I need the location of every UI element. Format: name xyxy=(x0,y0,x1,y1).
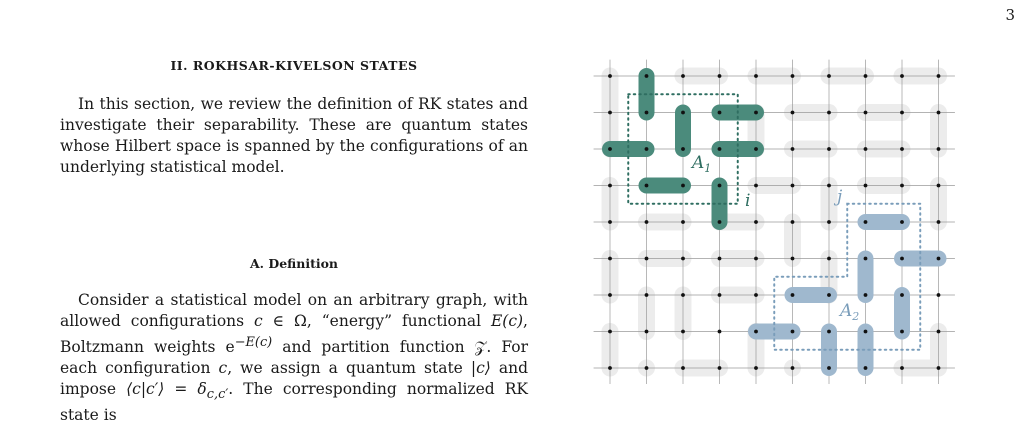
lattice-site xyxy=(645,184,649,188)
lattice-site xyxy=(608,74,612,78)
lattice-site xyxy=(645,147,649,151)
text-run: , we assign a quantum state xyxy=(227,359,471,378)
lattice-site xyxy=(937,220,941,224)
lattice-site xyxy=(937,184,941,188)
lattice-site xyxy=(718,220,722,224)
lattice-site xyxy=(937,147,941,151)
math-ket: |c⟩ xyxy=(470,359,491,378)
section-intro-paragraph: In this section, we review the definition of RK states and investigate their separability. These are quantum states whose Hilbert space is spanned by the configurations of an underlying statistical model. xyxy=(60,95,528,176)
lattice-site xyxy=(718,293,722,297)
math-c: c xyxy=(254,312,263,330)
lattice-site xyxy=(900,184,904,188)
lattice-site xyxy=(900,366,904,370)
lattice-site xyxy=(681,111,685,115)
lattice-site xyxy=(791,147,795,151)
lattice-site xyxy=(900,111,904,115)
dimer-lattice-figure xyxy=(590,54,960,384)
lattice-site xyxy=(864,184,868,188)
page-number: 3 xyxy=(1005,6,1015,24)
text-run: , Boltzmann weights e xyxy=(60,312,528,357)
lattice-site xyxy=(864,74,868,78)
lattice-site xyxy=(681,220,685,224)
lattice-site xyxy=(608,293,612,297)
lattice-site xyxy=(791,330,795,334)
lattice-site xyxy=(864,293,868,297)
lattice-site xyxy=(827,184,831,188)
lattice-site xyxy=(608,330,612,334)
lattice-site xyxy=(645,366,649,370)
lattice-site xyxy=(791,74,795,78)
text-run: . The corresponding normalized RK state is xyxy=(60,380,529,425)
lattice-site xyxy=(645,111,649,115)
lattice-site xyxy=(937,257,941,261)
lattice-site xyxy=(718,330,722,334)
lattice-site xyxy=(827,366,831,370)
lattice-site xyxy=(645,74,649,78)
label-a2: $A_2$ xyxy=(840,301,860,323)
lattice-site xyxy=(864,366,868,370)
lattice-site xyxy=(754,74,758,78)
lattice-site xyxy=(754,220,758,224)
lattice-site xyxy=(827,220,831,224)
lattice-site xyxy=(937,330,941,334)
lattice-site xyxy=(864,147,868,151)
lattice-site xyxy=(864,220,868,224)
lattice-site xyxy=(791,184,795,188)
lattice-site xyxy=(791,111,795,115)
lattice-site xyxy=(718,111,722,115)
lattice-site xyxy=(827,257,831,261)
text-run: Consider a statistical model on an arbitrary graph, with allowed configurations xyxy=(60,291,528,330)
lattice-site xyxy=(718,184,722,188)
lattice-site xyxy=(681,330,685,334)
label-site-i: i xyxy=(745,191,751,211)
label-site-j: j xyxy=(837,187,843,207)
definition-paragraph xyxy=(60,290,528,426)
lattice-site xyxy=(718,147,722,151)
lattice-site xyxy=(791,366,795,370)
lattice-site xyxy=(900,147,904,151)
lattice-site xyxy=(608,220,612,224)
section-heading: II. ROKHSAR-KIVELSON STATES xyxy=(170,58,418,73)
lattice-site xyxy=(681,147,685,151)
lattice-site xyxy=(718,366,722,370)
lattice-site xyxy=(754,111,758,115)
lattice-site xyxy=(827,74,831,78)
lattice-site xyxy=(645,293,649,297)
lattice-site xyxy=(937,366,941,370)
lattice-site xyxy=(900,220,904,224)
lattice-site xyxy=(608,366,612,370)
lattice-site xyxy=(827,330,831,334)
lattice-site xyxy=(791,220,795,224)
lattice-site xyxy=(754,257,758,261)
math-partition-function: 𝒵 xyxy=(474,338,487,357)
lattice-site xyxy=(827,147,831,151)
lattice-site xyxy=(900,330,904,334)
text-run: and partition function xyxy=(272,338,475,357)
lattice-site xyxy=(718,257,722,261)
math-delta-subscript: c,c′ xyxy=(206,387,229,403)
math-exponent: −E(c) xyxy=(234,335,273,350)
lattice-site xyxy=(754,366,758,370)
lattice-site xyxy=(681,257,685,261)
math-in-omega: ∈ Ω xyxy=(262,312,307,330)
lattice-site xyxy=(608,111,612,115)
lattice-site xyxy=(754,147,758,151)
lattice-site xyxy=(937,293,941,297)
math-energy: E(c) xyxy=(490,312,524,330)
lattice-site xyxy=(608,184,612,188)
lattice-site xyxy=(645,330,649,334)
lattice-site xyxy=(645,257,649,261)
lattice-site xyxy=(900,293,904,297)
lattice-site xyxy=(864,111,868,115)
text-column xyxy=(60,0,528,424)
lattice-site xyxy=(900,74,904,78)
lattice-site xyxy=(900,257,904,261)
math-c: c xyxy=(218,359,228,378)
subsection-heading: A. Definition xyxy=(249,256,339,271)
lattice-site xyxy=(681,366,685,370)
lattice-site xyxy=(937,74,941,78)
lattice-site xyxy=(754,293,758,297)
lattice-site xyxy=(937,111,941,115)
text-run: . For each configuration xyxy=(60,338,529,378)
lattice-site xyxy=(754,184,758,188)
lattice-site xyxy=(864,330,868,334)
lattice-site xyxy=(791,257,795,261)
lattice-site xyxy=(791,293,795,297)
text-run: and impose xyxy=(60,359,529,399)
lattice-site xyxy=(681,74,685,78)
lattice-site xyxy=(681,184,685,188)
lattice-site xyxy=(864,257,868,261)
lattice-site xyxy=(681,293,685,297)
math-inner-product: ⟨c|c′⟩ = δ xyxy=(126,380,207,399)
text-run: , “energy” functional xyxy=(306,312,491,330)
lattice-site xyxy=(827,293,831,297)
label-a1: $A_1$ xyxy=(692,153,712,175)
lattice-site xyxy=(754,330,758,334)
lattice-site xyxy=(827,111,831,115)
lattice-site xyxy=(718,74,722,78)
lattice-site xyxy=(608,257,612,261)
lattice-site xyxy=(645,220,649,224)
lattice-site xyxy=(608,147,612,151)
